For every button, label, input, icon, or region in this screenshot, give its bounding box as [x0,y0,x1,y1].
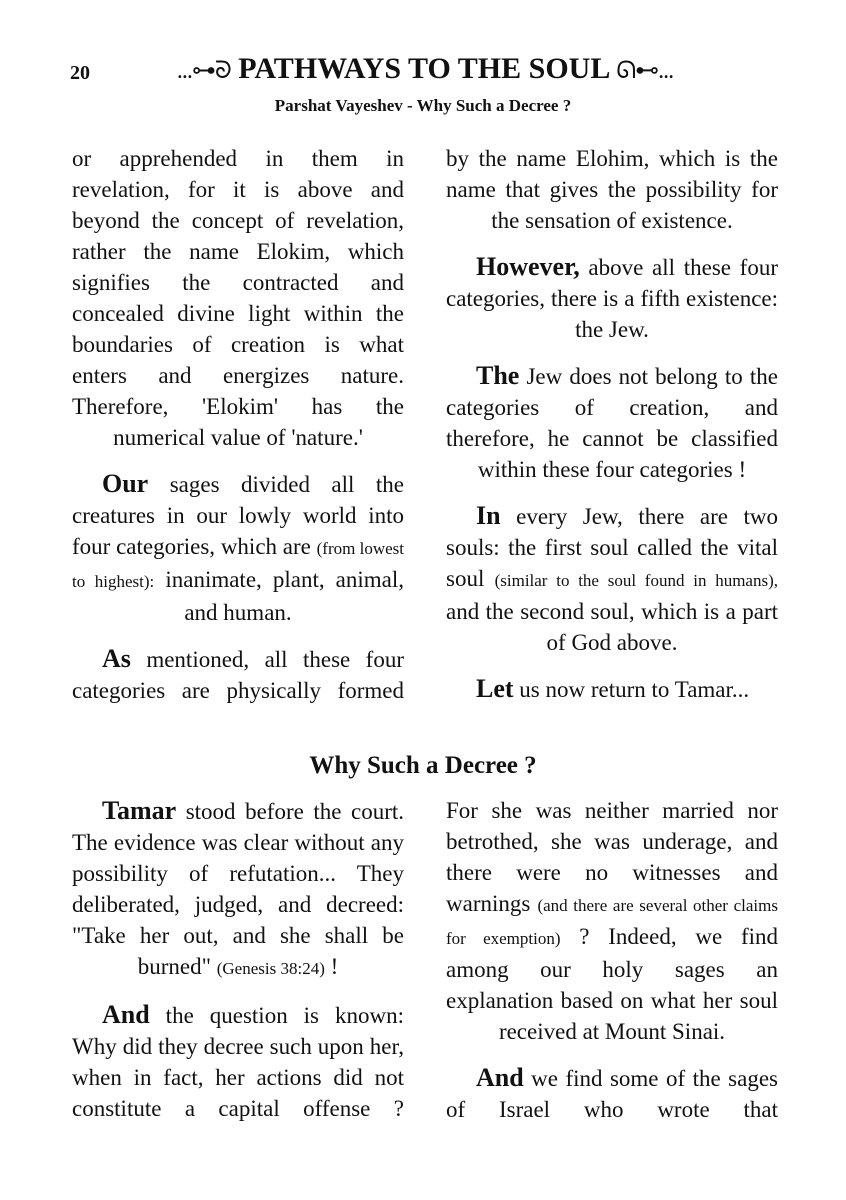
paragraph-lead-word: However, [476,252,580,281]
paragraph-text: For she was neither married nor betrothed, she was underage, and there were no witnesses and warnings [446,798,778,916]
ornament-right-icon: ᘏ⊷... [616,58,674,84]
parenthetical-note: (similar to the soul found in humans), [494,571,778,590]
paragraph-text: inanimate, plant, animal, and human. [154,567,404,625]
paragraph [446,360,778,485]
section-heading: Why Such a Decree ? [309,752,537,779]
paragraph-lead-word: In [476,501,501,530]
ornament-left-icon: ...⊶ᘐ [176,58,231,84]
paragraph-text: we find some of the sages of Israel who wrote that [446,1066,778,1122]
paragraph [72,143,404,453]
top-right-column [446,143,778,720]
paragraph [72,468,404,628]
paragraph-text: and the second soul, which is a part of God above. [446,599,778,655]
paragraph-text: us now return to Tamar... [513,677,750,702]
page-number: 20 [70,62,90,84]
paragraph [446,1062,778,1125]
paragraph-text: above all these four categories, there is a fifth existence: the Jew. [446,255,778,342]
bottom-right-column [446,795,778,1140]
parenthetical-note: (Genesis 38:24) [216,959,325,978]
book-title: PATHWAYS TO THE SOUL [238,52,609,85]
paragraph-lead-word: Our [102,469,149,498]
paragraph [446,673,778,705]
top-left-column [72,143,404,721]
paragraph-text: Jew does not belong to the categories of creation, and therefore, he cannot be classified within these four categories ! [446,364,778,482]
paragraph-lead-word: And [476,1063,524,1092]
paragraph-lead-word: Let [476,674,514,703]
parenthetical-note: (from lowest to highest): [72,539,404,591]
parenthetical-note: (and there are several other claims for exemption) [446,896,778,948]
paragraph [446,795,778,1047]
paragraph-lead-word: The [476,361,520,390]
book-title-header [130,52,720,86]
paragraph [446,500,778,658]
paragraph-text: ? Indeed, we find among our holy sages an explanation based on what her soul received at Mount Sinai. [446,924,778,1044]
paragraph-text: ! [324,954,339,979]
paragraph [446,143,778,236]
bottom-left-column [72,795,404,1139]
paragraph-text: or apprehended in them in revelation, for it is above and beyond the concept of revelation, rather the name Elokim, which signifies the contracted and concealed divine light within the boundaries of creation is what enters and energizes nature. Therefore, 'Elokim' has the numerical value of 'nature.' [72,146,404,450]
paragraph-text: stood before the court. The evidence was clear without any possibility of refutation... They deliberated, judged, and decreed: "Take her out, and she shall be burned" [72,799,404,979]
paragraph-lead-word: And [102,1000,150,1029]
paragraph [72,999,404,1124]
paragraph [446,251,778,345]
paragraph-text: the question is known: Why did they decree such upon her, when in fact, her actions did not constitute a capital offense ? [72,1003,404,1121]
paragraph [72,795,404,984]
chapter-subtitle: Parshat Vayeshev - Why Such a Decree ? [274,96,572,115]
paragraph-text: every Jew, there are two souls: the first soul called the vital soul [446,504,778,591]
paragraph-lead-word: Tamar [102,796,177,825]
paragraph-text: by the name Elohim, which is the name that gives the possibility for the sensation of existence. [446,146,778,233]
paragraph [72,643,404,706]
paragraph-text: mentioned, all these four categories are physically formed [72,647,404,703]
paragraph-lead-word: As [102,644,131,673]
paragraph-text: sages divided all the creatures in our lowly world into four categories, which are [72,472,404,559]
